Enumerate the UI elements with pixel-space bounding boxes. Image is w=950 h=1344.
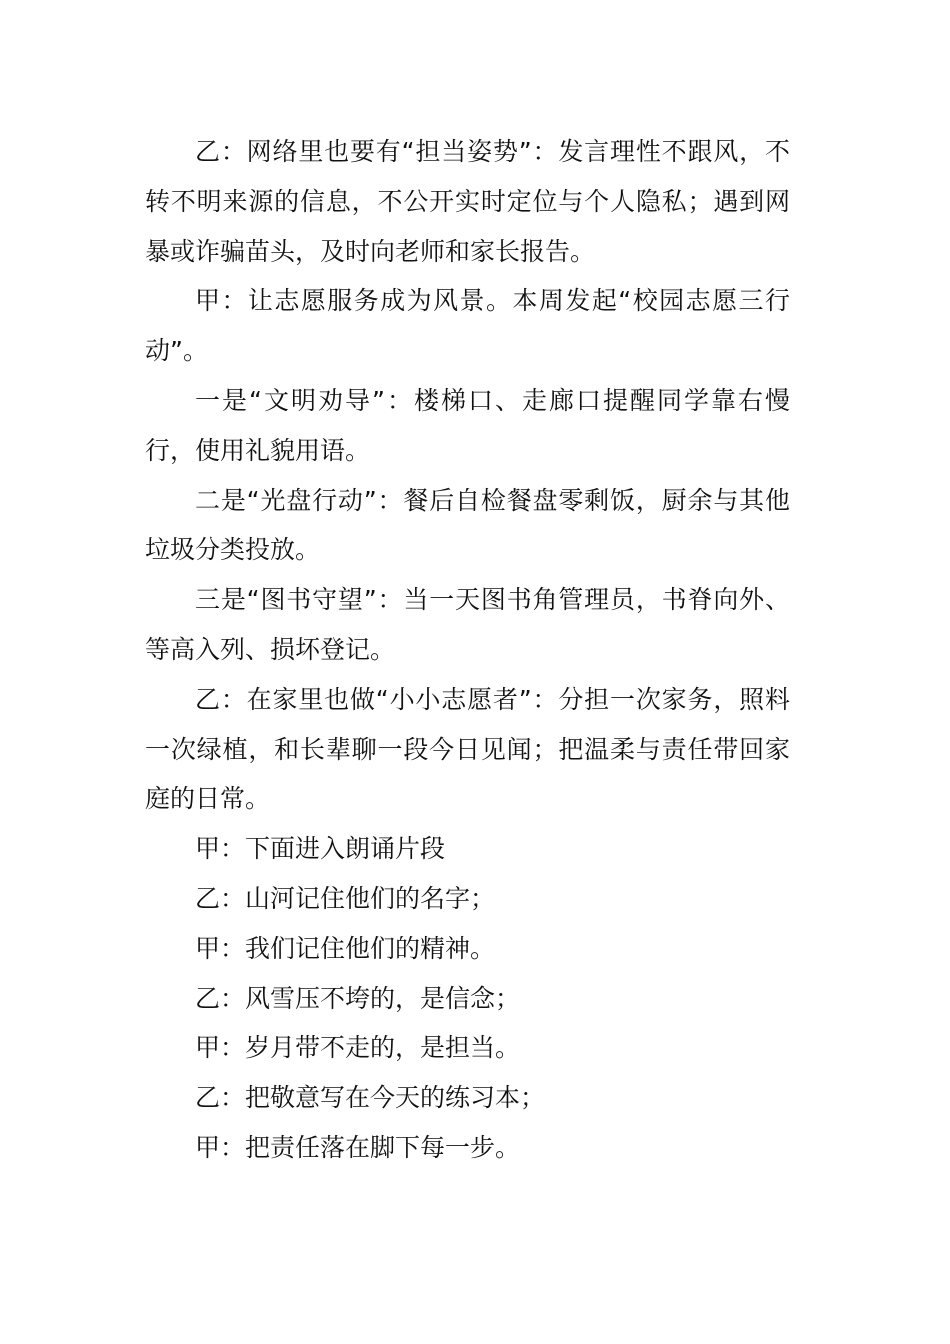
paragraph-2: 甲：让志愿服务成为风景。本周发起“校园志愿三行动”。 [145,286,790,366]
paragraph-12: 乙：把敬意写在今天的练习本； [195,1083,546,1113]
paragraph-13: 甲：把责任落在脚下每一步。 [195,1132,521,1162]
paragraph-6: 乙：在家里也做“小小志愿者”：分担一次家务，照料一次绿植，和长辈聊一段今日见闻；把温柔与责任带回家庭的日常。 [145,684,790,814]
paragraph-5: 三是“图书守望”：当一天图书角管理员，书脊向外、等高入列、损坏登记。 [145,585,790,664]
document-body [145,127,790,1173]
paragraph-8: 乙：山河记住他们的名字； [195,883,496,913]
paragraph-3: 一是“文明劝导”：楼梯口、走廊口提醒同学靠右慢行，使用礼貌用语。 [145,385,790,465]
paragraph-10: 乙：风雪压不垮的，是信念； [195,983,521,1013]
paragraph-1: 乙：网络里也要有“担当姿势”：发言理性不跟风，不转不明来源的信息，不公开实时定位与个人隐私；遇到网暴或诈骗苗头，及时向老师和家长报告。 [145,137,790,266]
paragraph-4: 二是“光盘行动”：餐后自检餐盘零剩饭，厨余与其他垃圾分类投放。 [145,485,790,565]
paragraph-11: 甲：岁月带不走的，是担当。 [195,1033,521,1063]
paragraph-9: 甲：我们记住他们的精神。 [195,933,496,963]
paragraph-7: 甲：下面进入朗诵片段 [195,834,446,864]
